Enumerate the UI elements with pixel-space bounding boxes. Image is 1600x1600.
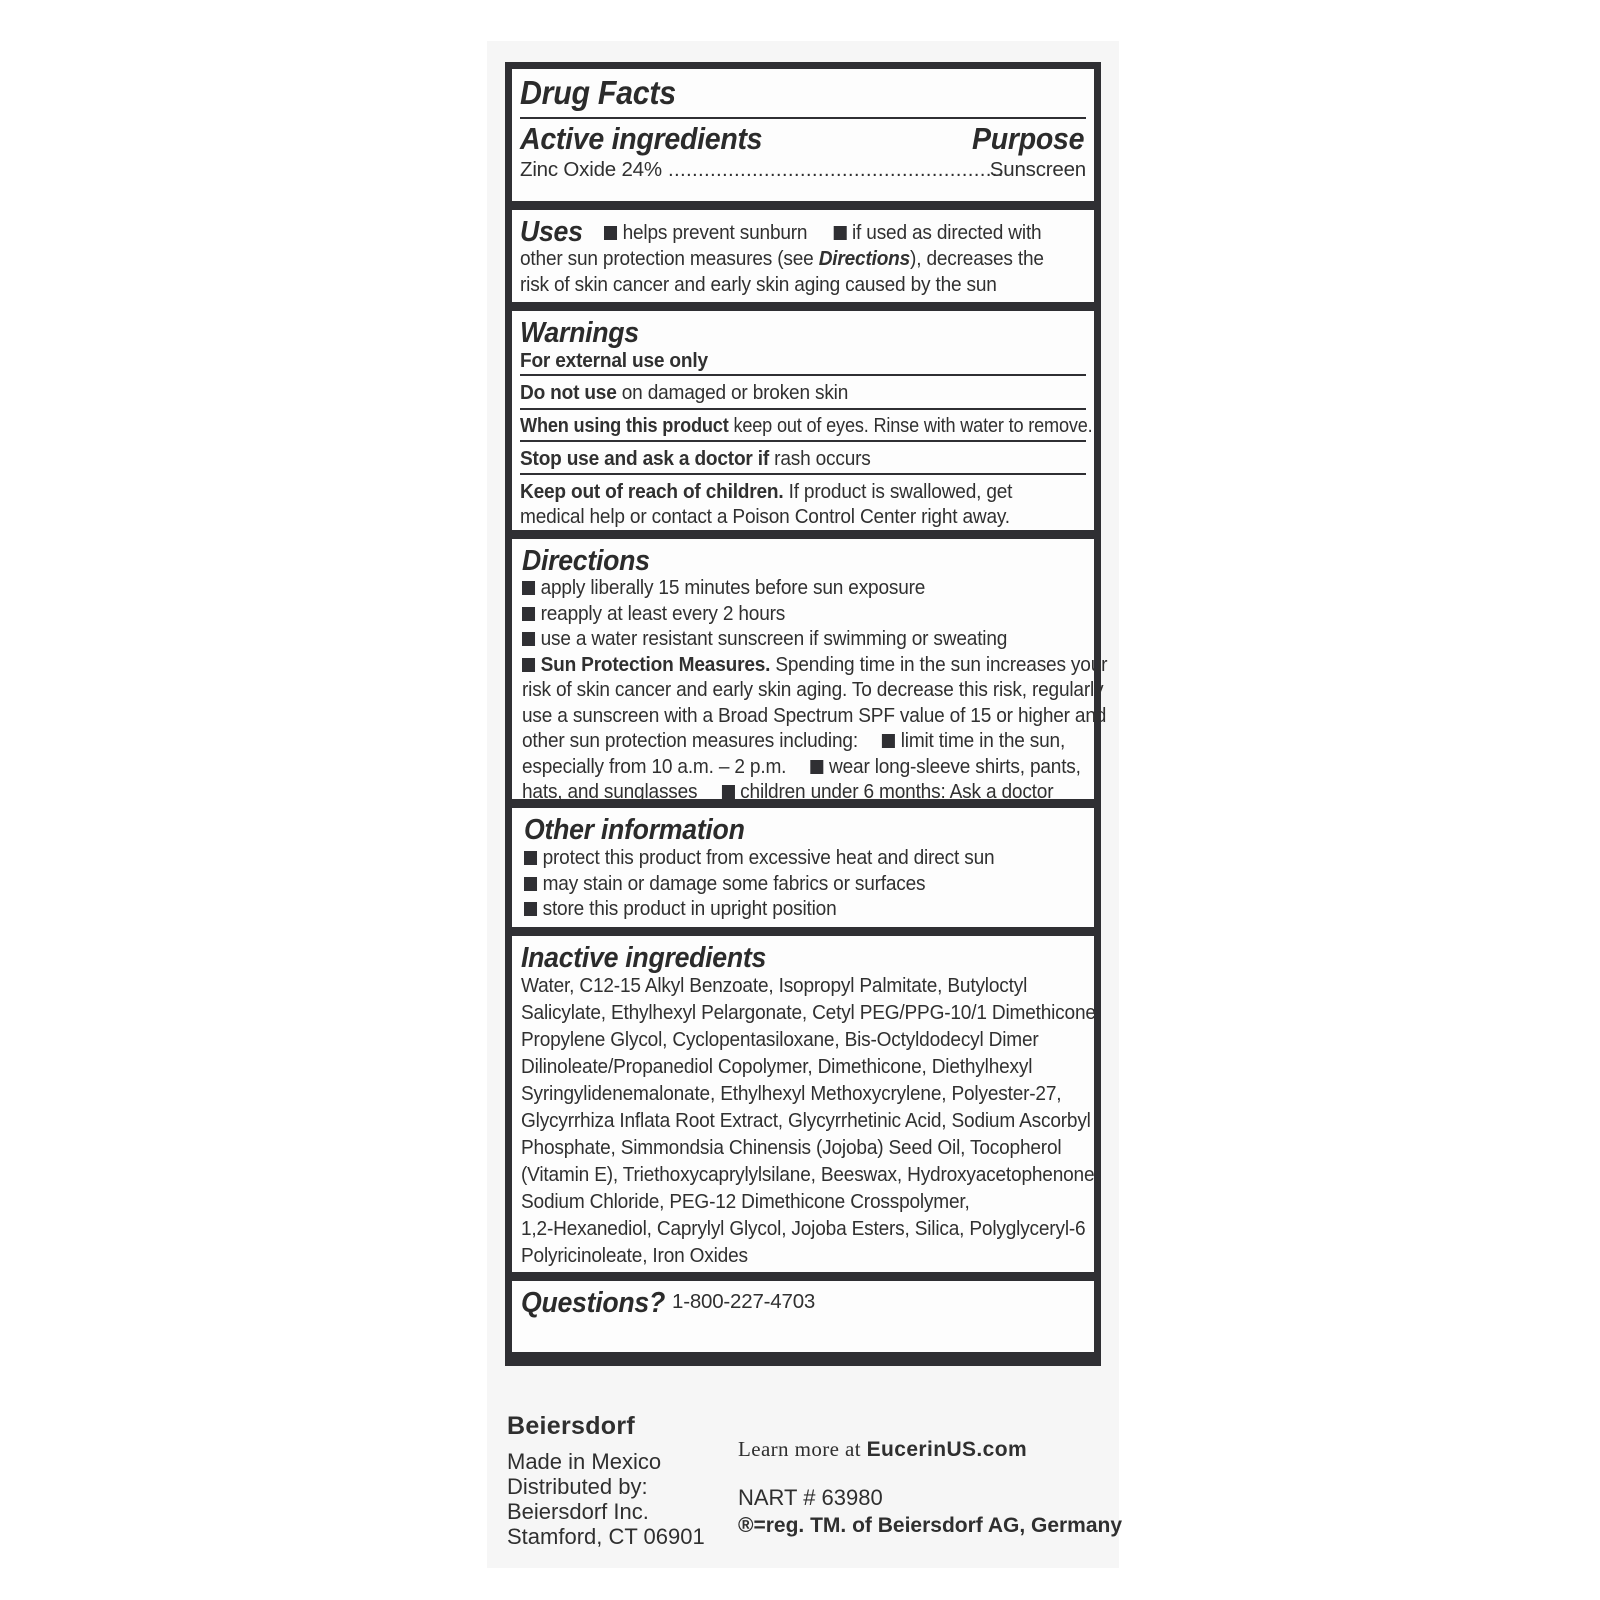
sun-protection-line-4b: limit time in the sun,	[900, 729, 1066, 752]
external-use-text: For external use only	[520, 349, 708, 372]
bullet-icon	[524, 877, 537, 891]
inactive-line: Syringylidenemalonate, Ethylhexyl Methoxycrylene, Polyester-27,	[521, 1082, 1062, 1105]
do-not-use-label: Do not use	[520, 381, 617, 404]
inactive-line: Propylene Glycol, Cyclopentasiloxane, Bis-Octyldodecyl Dimer	[521, 1028, 1039, 1051]
active-ingredients-box	[512, 69, 1094, 201]
do-not-use-text: on damaged or broken skin	[616, 381, 849, 404]
inactive-line: Polyricinoleate, Iron Oxides	[521, 1244, 748, 1267]
directions-item-1: apply liberally 15 minutes before sun exposure	[540, 576, 926, 599]
company-address: Stamford, CT 06901	[507, 1524, 705, 1549]
title-rule	[520, 117, 1086, 119]
uses-item-1: helps prevent sunburn	[622, 221, 808, 244]
inactive-line: Salicylate, Ethylhexyl Pelargonate, Cetyl PEG/PPG-10/1 Dimethicone,	[521, 1001, 1101, 1024]
keep-out-label: Keep out of reach of children.	[520, 480, 784, 503]
inactive-line: Sodium Chloride, PEG-12 Dimethicone Crosspolymer,	[521, 1190, 970, 1213]
keep-out-text-1: If product is swallowed, get	[783, 480, 1013, 503]
uses-line-2-pre: other sun protection measures (see	[520, 247, 819, 270]
stop-use-label: Stop use and ask a doctor if	[520, 447, 770, 470]
sun-protection-line-5b: wear long-sleeve shirts, pants,	[829, 754, 1081, 778]
other-information-box	[512, 808, 1094, 927]
sun-protection-line-1: Spending time in the sun increases your	[770, 652, 1108, 676]
purpose-heading: Purpose	[972, 121, 1085, 156]
sun-protection-line-2: risk of skin cancer and early skin aging. To decrease this risk, regularly	[522, 678, 1104, 701]
bullet-icon	[810, 760, 823, 774]
questions-phone: 1-800-227-4703	[672, 1290, 816, 1313]
trademark-note: ®=reg. TM. of Beiersdorf AG, Germany	[738, 1514, 1123, 1537]
uses-item-2-start: if used as directed with	[851, 221, 1042, 244]
sun-protection-line-3: use a sunscreen with a Broad Spectrum SPF value of 15 or higher and	[522, 703, 1107, 727]
bullet-icon	[833, 226, 846, 240]
questions-box	[512, 1281, 1094, 1352]
website-link: EucerinUS.com	[866, 1438, 1028, 1461]
inactive-line: Glycyrrhiza Inflata Root Extract, Glycyrrhetinic Acid, Sodium Ascorbyl	[521, 1109, 1091, 1132]
uses-box	[512, 210, 1094, 302]
drug-facts-frame	[505, 62, 1108, 1366]
active-ingredient: Zinc Oxide 24%	[520, 158, 662, 181]
drug-facts-title: Drug Facts	[520, 74, 676, 111]
keep-out-text-2: medical help or contact a Poison Control Center right away.	[520, 505, 1010, 528]
uses-heading: Uses	[520, 216, 583, 248]
warnings-box	[512, 311, 1094, 530]
learn-more-text	[738, 1437, 1027, 1462]
learn-more-prefix: Learn more at	[738, 1437, 867, 1461]
made-in-text: Made in Mexico	[507, 1449, 662, 1474]
inactive-ingredients-heading: Inactive ingredients	[521, 942, 767, 974]
company-name: Beiersdorf Inc.	[507, 1499, 649, 1524]
bullet-icon	[722, 785, 735, 799]
sun-protection-line-6: hats, and sunglasses	[522, 780, 698, 803]
uses-line-3: risk of skin cancer and early skin aging caused by the sun	[520, 272, 997, 296]
bullet-icon	[882, 734, 895, 748]
nart-number: NART # 63980	[738, 1485, 883, 1510]
directions-item-3: use a water resistant sunscreen if swimming or sweating	[540, 627, 1008, 650]
questions-heading: Questions?	[521, 1287, 665, 1319]
bullet-icon	[524, 902, 537, 916]
inactive-ingredients-box	[512, 936, 1101, 1272]
inactive-line: Water, C12-15 Alkyl Benzoate, Isopropyl Palmitate, Butyloctyl	[521, 974, 1028, 997]
uses-directions-ref: Directions	[818, 247, 911, 270]
sun-protection-label: Sun Protection Measures.	[540, 652, 771, 676]
stop-use-text: rash occurs	[769, 447, 871, 470]
other-information-heading: Other information	[524, 814, 745, 846]
active-ingredients-heading: Active ingredients	[520, 121, 763, 156]
other-item-2: may stain or damage some fabrics or surfaces	[542, 871, 926, 895]
warnings-heading: Warnings	[520, 317, 639, 349]
other-item-1: protect this product from excessive heat and direct sun	[542, 846, 995, 869]
directions-box	[512, 539, 1108, 803]
sun-protection-line-5: especially from 10 a.m. – 2 p.m.	[522, 754, 787, 778]
inactive-line: Dilinoleate/Propanediol Copolymer, Dimethicone, Diethylhexyl	[521, 1055, 1033, 1078]
other-item-3: store this product in upright position	[542, 897, 837, 920]
bullet-icon	[522, 632, 535, 646]
when-using-label: When using this product	[520, 414, 729, 437]
directions-heading: Directions	[522, 545, 650, 577]
when-using-text: keep out of eyes. Rinse with water to remove.	[728, 414, 1093, 437]
sun-protection-line-6b: children under 6 months: Ask a doctor	[740, 780, 1054, 803]
bullet-icon	[604, 226, 617, 240]
bullet-icon	[522, 581, 535, 595]
inactive-line: 1,2-Hexanediol, Caprylyl Glycol, Jojoba Esters, Silica, Polyglyceryl-6	[521, 1217, 1086, 1240]
uses-line-2-post: ), decreases the	[910, 247, 1044, 270]
inactive-line: (Vitamin E), Triethoxycaprylylsilane, Beeswax, Hydroxyacetophenone,	[521, 1163, 1100, 1186]
bullet-icon	[522, 607, 535, 621]
distributed-by-text: Distributed by:	[507, 1474, 648, 1499]
sun-protection-line-4: other sun protection measures including:	[522, 729, 858, 752]
beiersdorf-logo: Beiersdorf	[507, 1412, 636, 1440]
directions-item-2: reapply at least every 2 hours	[540, 601, 786, 625]
active-purpose: Sunscreen	[989, 158, 1086, 181]
bullet-icon	[524, 851, 537, 865]
dot-leader: ........................................................	[668, 158, 1004, 181]
bullet-icon	[522, 658, 535, 672]
inactive-line: Phosphate, Simmondsia Chinensis (Jojoba) Seed Oil, Tocopherol	[521, 1136, 1062, 1159]
